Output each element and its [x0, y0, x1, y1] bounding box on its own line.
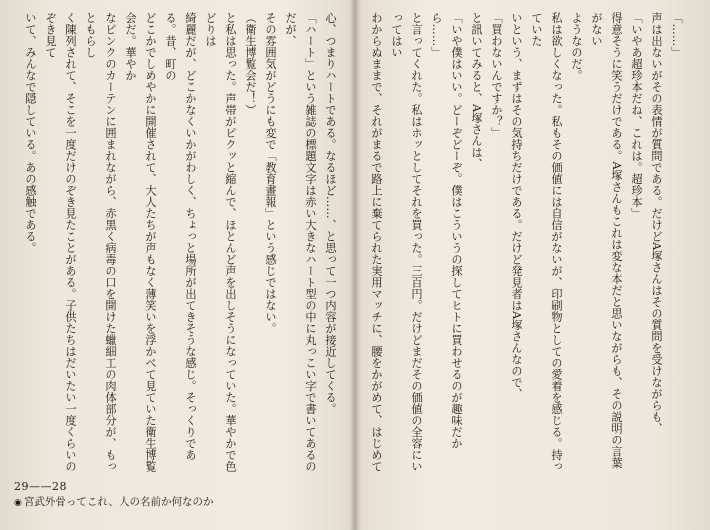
text-line: （衛生博覧会だ！） [244, 12, 257, 116]
right-page [356, 0, 710, 530]
text-line: 「いやあ超珍本だね、これは。超珍本」 [630, 12, 643, 219]
text-line: 「ハート」という雑誌の標題文字は赤い大きなハート型の中に丸っこい字で書いてあるのだが、 [284, 12, 317, 472]
running-head [14, 494, 214, 509]
text-line: と私は思った。声帯がピクッと縮んで、ほとんど声を出しそうになっていた。華やかで色どりは [204, 12, 237, 472]
text-line: と言ってくれた。私はホッとしてそれを買った。三百円。だけどまだその価値の全容にいってはい [390, 12, 423, 472]
text-line: 得意そうに笑うだけである。A塚さんもこれは変な本だと思いながらも、その説明の言葉がない [590, 12, 623, 469]
text-line: わからぬままで、それがまるで路上に棄てられた実用マッチに、腰をかがめて、はじめて [370, 12, 383, 472]
text-line: いて、みんなで隠している。あの感触である。 [24, 12, 37, 254]
text-line: 綺麗だが、どこかなくいかがわしく、ちょっと場所が出てきそうな感じ。そっくりである。昔、町の [164, 12, 197, 461]
left-page [0, 0, 354, 530]
text-line: 心、つまりハートである。なるほど……、と思って一つ内容が接近してくる。 [324, 12, 337, 415]
text-line: なピンクのカーテンに囲まれながら、赤黒く病毒の口を開けた蠟細工の肉体部分が、もっともらし [84, 12, 117, 472]
text-line: 「……」 [670, 12, 683, 58]
left-page-text [22, 12, 340, 474]
running-head-text: 宮武外骨ってこれ、人の名前か何なのか [23, 496, 214, 508]
text-line: 私は欲しくなった。私もその価値には自信がないが、印刷物としての愛着を感じる。持っていた [530, 12, 563, 472]
text-line: 声は出ないがその表情が質問である。だけどA塚さんはその質問を受けながらも、 [650, 12, 663, 435]
text-line: どこかでしめやかに開催されて、大人たちが声もなく薄笑いを浮かべて見ていた衛生博覧会だ。華やか [124, 12, 157, 472]
bullet-icon: ◉ [14, 498, 22, 508]
text-line: 「買わないんですか？」 [490, 12, 503, 139]
text-line: 「いや僕はいい。どーぞどーぞ。僕はこういうの探してヒトに買わせるのが趣味だから……」 [430, 12, 463, 449]
page-numbers: 29——28 [14, 480, 67, 493]
text-line: く陳列されて、そこを一度だけのぞき見たことがある。子供たちはだいたい一度くらいのぞき見て [44, 12, 77, 472]
text-line: と訊いてみると、A塚さんは、 [470, 12, 483, 170]
right-page-text [366, 12, 686, 474]
text-line: いという、まずはその気持ちだけである。だけど発見者はA塚さんなので、 [510, 12, 523, 400]
text-line: その雰囲気がどうにも変で「教育畫報」という感じではない。 [264, 12, 277, 334]
text-line: ようなのだ。 [570, 12, 583, 81]
